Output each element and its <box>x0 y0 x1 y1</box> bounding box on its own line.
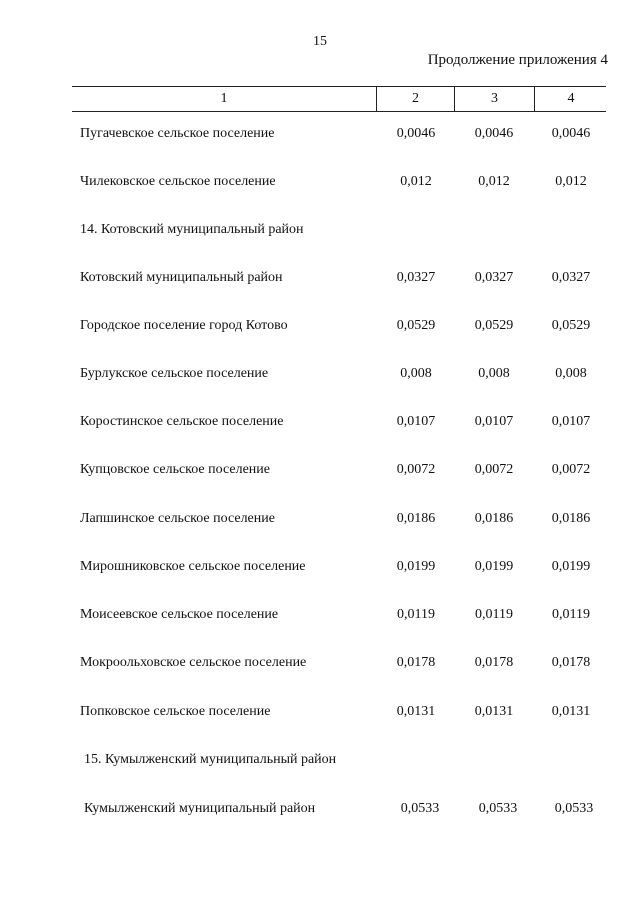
cell-col-4: 0,0178 <box>551 655 591 670</box>
cell-col-3: 0,012 <box>478 174 510 189</box>
cell-col-2: 0,0131 <box>396 704 436 719</box>
cell-col-3: 0,0529 <box>474 318 514 333</box>
row-name: Городское поселение город Котово <box>80 318 288 333</box>
table-row <box>0 605 640 625</box>
section-heading-row <box>0 750 640 770</box>
cell-col-2: 0,012 <box>400 174 432 189</box>
cell-col-3: 0,0131 <box>474 704 514 719</box>
column-header-1: 1 <box>220 91 228 106</box>
cell-col-3: 0,0072 <box>474 462 514 477</box>
page-number: 15 <box>313 34 327 49</box>
cell-col-3: 0,0119 <box>475 607 513 622</box>
cell-col-2: 0,0107 <box>396 414 436 429</box>
table-row <box>0 172 640 192</box>
continuation-caption: Продолжение приложения 4 <box>427 52 608 68</box>
table-row <box>0 124 640 144</box>
cell-col-3: 0,0327 <box>474 270 514 285</box>
row-name: Купцовское сельское поселение <box>80 462 270 477</box>
cell-col-4: 0,0533 <box>554 801 594 816</box>
table-row <box>0 268 640 288</box>
cell-col-2: 0,0072 <box>396 462 436 477</box>
table-row <box>0 460 640 480</box>
column-header-4: 4 <box>534 87 607 111</box>
cell-col-2: 0,008 <box>400 366 432 381</box>
row-name: Чилековское сельское поселение <box>80 174 276 189</box>
cell-col-2: 0,0046 <box>396 126 436 141</box>
cell-col-3: 0,008 <box>478 366 510 381</box>
row-name: Лапшинское сельское поселение <box>80 511 275 526</box>
row-name: Кумылженский муниципальный район <box>84 801 316 816</box>
cell-col-2: 0,0119 <box>397 607 435 622</box>
cell-col-4: 0,0529 <box>551 318 591 333</box>
table-row <box>0 412 640 432</box>
cell-col-4: 0,0186 <box>551 511 591 526</box>
table-row <box>0 509 640 529</box>
cell-col-4: 0,0131 <box>551 704 591 719</box>
cell-col-4: 0,0327 <box>551 270 591 285</box>
column-header-2: 2 <box>376 87 454 111</box>
cell-col-3: 0,0107 <box>474 414 514 429</box>
row-name: Попковское сельское поселение <box>80 704 271 719</box>
table-row <box>0 702 640 722</box>
table-row <box>0 557 640 577</box>
cell-col-4: 0,0072 <box>551 462 591 477</box>
cell-col-3: 0,0533 <box>478 801 518 816</box>
row-name: Бурлукское сельское поселение <box>80 366 269 381</box>
cell-col-2: 0,0186 <box>396 511 436 526</box>
cell-col-2: 0,0178 <box>396 655 436 670</box>
section-heading-row <box>0 220 640 240</box>
table-row <box>0 653 640 673</box>
cell-col-3: 0,0199 <box>474 559 514 574</box>
cell-col-2: 0,0533 <box>400 801 440 816</box>
cell-col-4: 0,0119 <box>552 607 590 622</box>
row-name: Котовский муниципальный район <box>80 270 283 285</box>
table-row <box>0 364 640 384</box>
table-row <box>0 799 640 819</box>
table-row <box>0 316 640 336</box>
cell-col-2: 0,0199 <box>396 559 436 574</box>
cell-col-4: 0,0046 <box>551 126 591 141</box>
column-header-3: 3 <box>454 87 534 111</box>
cell-col-4: 0,008 <box>555 366 587 381</box>
section-heading: 14. Котовский муниципальный район <box>80 222 304 237</box>
section-heading: 15. Кумылженский муниципальный район <box>84 752 337 767</box>
cell-col-3: 0,0046 <box>474 126 514 141</box>
row-name: Пугачевское сельское поселение <box>80 126 275 141</box>
row-name: Моисеевское сельское поселение <box>80 607 279 622</box>
cell-col-4: 0,012 <box>555 174 587 189</box>
cell-col-4: 0,0199 <box>551 559 591 574</box>
table-header <box>72 86 606 112</box>
cell-col-3: 0,0178 <box>474 655 514 670</box>
cell-col-3: 0,0186 <box>474 511 514 526</box>
cell-col-4: 0,0107 <box>551 414 591 429</box>
row-name: Мокроольховское сельское поселение <box>80 655 307 670</box>
cell-col-2: 0,0529 <box>396 318 436 333</box>
row-name: Коростинское сельское поселение <box>80 414 284 429</box>
row-name: Мирошниковское сельское поселение <box>80 559 306 574</box>
cell-col-2: 0,0327 <box>396 270 436 285</box>
